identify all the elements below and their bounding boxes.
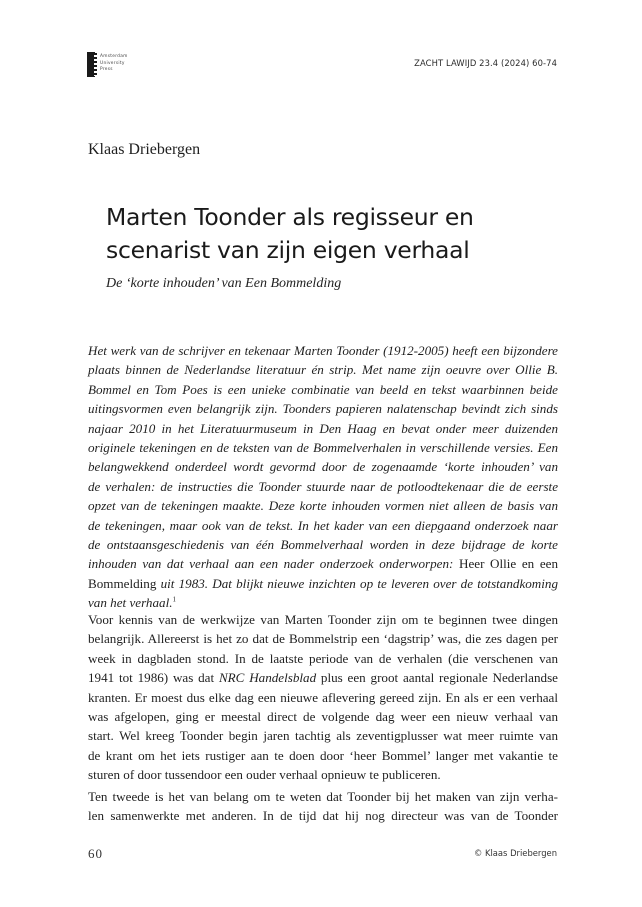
body-paragraph	[88, 610, 558, 785]
paragraph-line: de krant om het iets rustiger aan te doen door ‘heer Bommel’ langer met vakantie te	[88, 747, 558, 763]
article-subtitle: De ‘korte inhouden’ van Een Bommelding	[106, 276, 342, 291]
paragraph-text: 1941 tot 1986) was dat	[88, 670, 219, 686]
paragraph-line	[88, 668, 558, 687]
copyright-notice: © Klaas Driebergen	[473, 848, 557, 858]
publisher-logo	[87, 52, 147, 78]
abstract-line	[88, 574, 558, 593]
amsterdam-university-press-logo-icon	[87, 52, 95, 77]
abstract-line: originele tekeningen en de teksten van de Bommelverhalen in verschillende versies. Een	[88, 440, 558, 456]
article-author: Klaas Driebergen	[88, 141, 201, 158]
abstract-line: de tekeningen, maar ook van de tekst. In het kader van een diepgaand onderzoek naar	[88, 517, 558, 533]
footnote-reference[interactable]: 1	[172, 595, 176, 604]
paragraph-line: sturen of door tussendoor een ouder verhaal opnieuw te publiceren.	[88, 767, 441, 783]
story-title: Bommelding	[88, 575, 157, 591]
paragraph-line: was afgelopen, ging er meestal direct de volgende dag weer een nieuw verhaal van	[88, 709, 558, 725]
abstract-line: najaar 2010 in het Literatuurmuseum in Den Haag en bevat onder meer duizenden	[88, 420, 558, 436]
paragraph-line: belangrijk. Allereerst is het zo dat de Bommelstrip een ‘dagstrip’ was, die zes dagen per	[88, 631, 558, 647]
body-paragraph	[88, 787, 558, 826]
paragraph-text: plus een groot aantal regionale Nederlandse	[316, 670, 558, 686]
abstract-line	[88, 554, 558, 573]
abstract-line: plaats binnen de Nederlandse literatuur én strip. Met name zijn oeuvre over Ollie B.	[88, 362, 558, 378]
paragraph-line: week in dagbladen stond. In de laatste periode van de verhalen (die verschenen van	[88, 650, 558, 666]
story-title: Heer Ollie en een	[459, 556, 558, 572]
paragraph-line: start. Wel kreeg Toonder begin jaren tachtig als zeventigplusser wat meer ruimte van	[88, 728, 558, 744]
abstract-line: Bommel en Tom Poes is een unieke combinatie van beeld en tekst waarbinnen beide	[88, 381, 558, 397]
publisher-name-line: University	[100, 60, 125, 66]
article-abstract	[88, 341, 558, 613]
abstract-line: belangwekkend onderdeel wordt gevormd door de zogenaamde ‘korte inhouden’ van	[88, 459, 558, 475]
newspaper-title: NRC Handelsblad	[218, 670, 317, 686]
paragraph-line: kranten. Er moest dus elke dag een nieuwe aflevering gereed zijn. En als er een verhaal	[88, 689, 558, 705]
abstract-line: uitingsvormen even belangrijk zijn. Toonders papieren nalatenschap bevindt zich sinds	[88, 401, 558, 417]
abstract-text-italic: inhouden van dat verhaal aan een nader onderzoek onderworpen:	[88, 556, 459, 572]
abstract-line: de ontstaansgeschiedenis van één Bommelverhaal worden in deze bijdrage de korte	[88, 537, 558, 553]
page-number: 60	[88, 846, 103, 861]
title-line: scenarist van zijn eigen verhaal	[106, 236, 470, 264]
abstract-text-italic: van het verhaal.	[88, 595, 173, 611]
abstract-line: Het werk van de schrijver en tekenaar Marten Toonder (1912-2005) heeft een bijzondere	[88, 343, 558, 358]
abstract-line: opzet van de tekeningen maakte. Deze korte inhouden vormen niet alleen de basis van	[88, 498, 558, 514]
journal-reference: ZACHT LAWIJD 23.4 (2024) 60-74	[414, 58, 557, 68]
paragraph-line: Voor kennis van de werkwijze van Marten Toonder zijn om te beginnen twee dingen	[88, 612, 558, 627]
paragraph-line: Ten tweede is het van belang om te weten dat Toonder bij het maken van zijn verha-	[88, 789, 558, 804]
article-title	[106, 201, 566, 267]
publisher-name-line: Press	[100, 67, 113, 72]
publisher-name	[100, 54, 128, 74]
abstract-line: de verhalen: de instructies die Toonder stuurde naar de potloodtekenaar die de eerste	[88, 478, 558, 494]
publisher-name-line: Amsterdam	[100, 54, 128, 59]
paragraph-line: len samenwerkte met anderen. In de tijd dat hij nog directeur was van de Toonder	[88, 808, 558, 824]
title-line: Marten Toonder als regisseur en	[106, 203, 474, 231]
abstract-text-italic: uit 1983. Dat blijkt nieuwe inzichten op te leveren over de totstandkoming	[156, 575, 558, 591]
